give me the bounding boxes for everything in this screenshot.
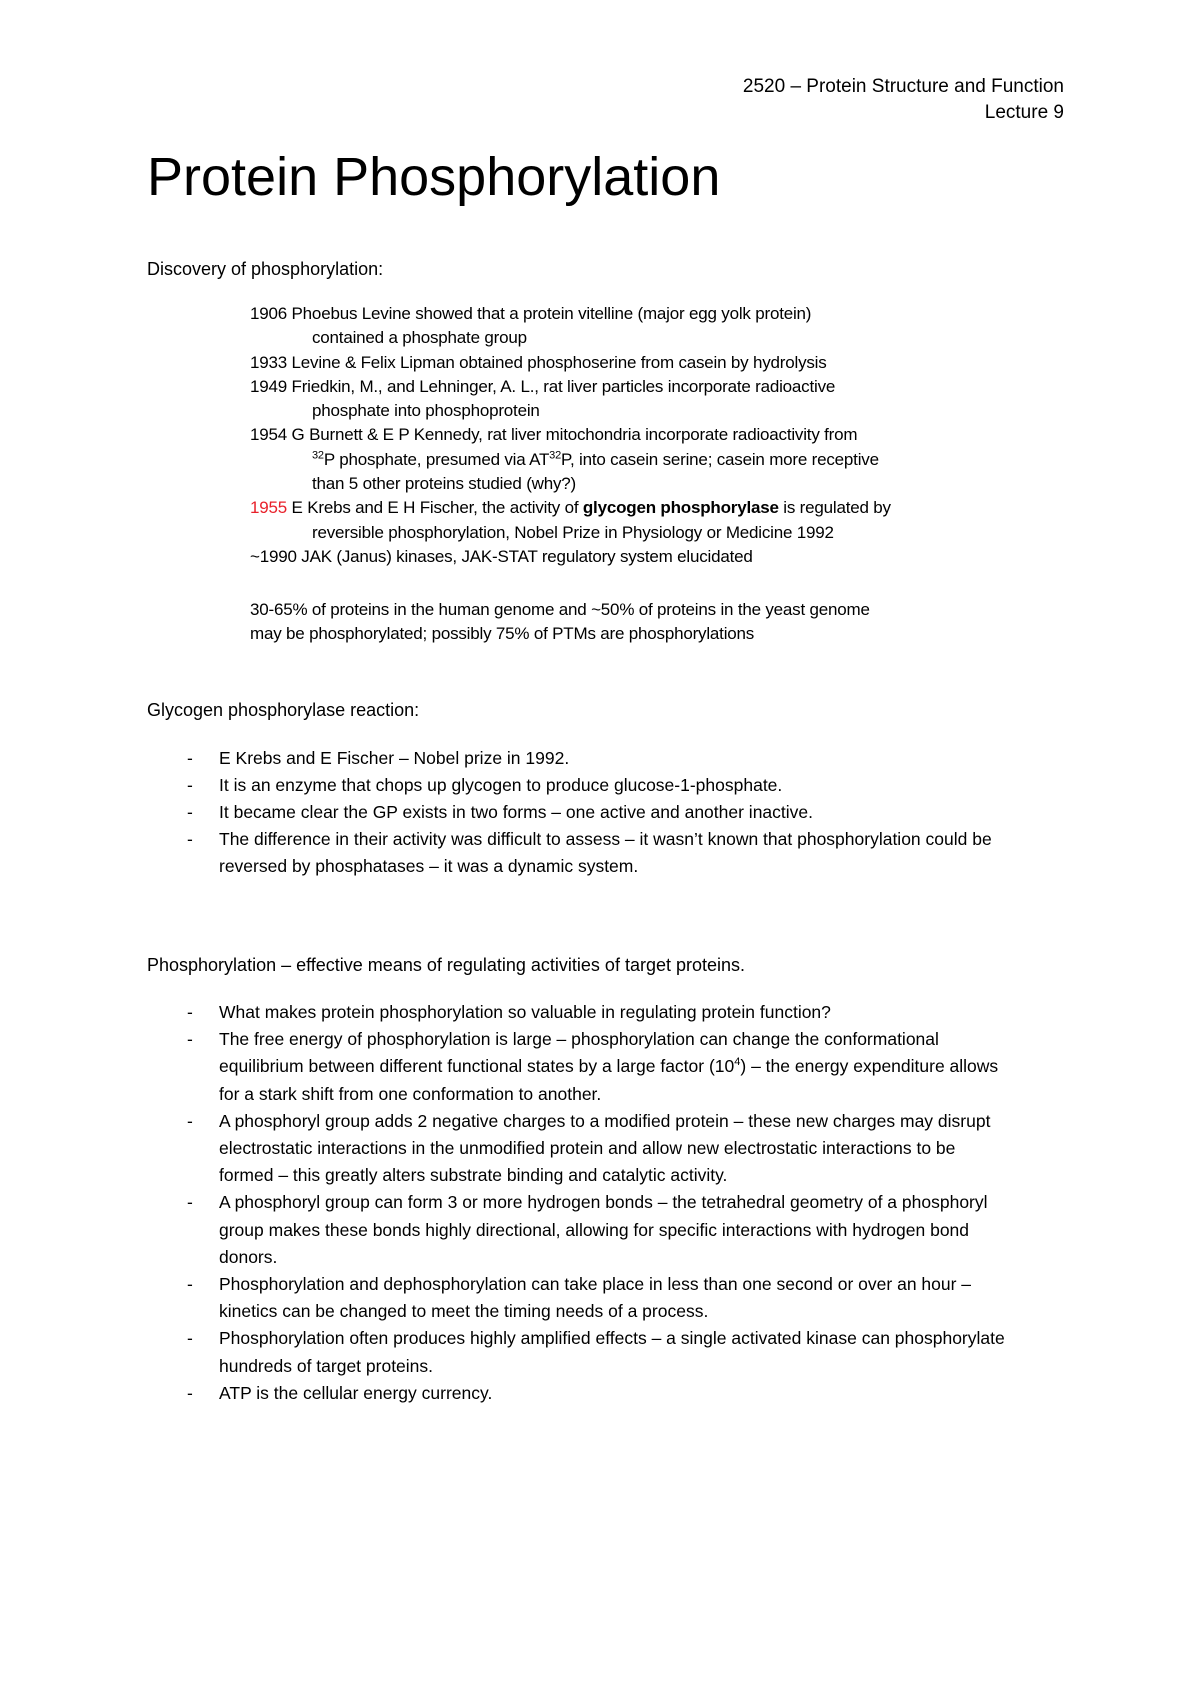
discovery-heading: Discovery of phosphorylation: [147, 259, 384, 279]
discovery-timeline [250, 302, 1010, 569]
list-item [147, 1325, 1067, 1379]
dash-bullet: - [187, 748, 193, 768]
glycogen-list [147, 745, 1067, 880]
list-item-text: Phosphorylation often produces highly amplified effects – a single activated kinase can phosphorylate hundreds of target proteins. [219, 1328, 1005, 1376]
dash-bullet: - [187, 829, 193, 849]
genome-line: 30-65% of proteins in the human genome and ~50% of proteins in the yeast genome [250, 600, 870, 619]
timeline-line: phosphate into phosphoprotein [312, 401, 540, 421]
page-header [743, 74, 1064, 126]
timeline-line: reversible phosphorylation, Nobel Prize in Physiology or Medicine 1992 [312, 522, 834, 542]
timeline-line: than 5 other proteins studied (why?) [312, 474, 577, 494]
dash-bullet: - [187, 1029, 193, 1050]
list-item-text: E Krebs and E Fischer – Nobel prize in 1992. [219, 748, 570, 768]
genome-line: may be phosphorylated; possibly 75% of PTMs are phosphorylations [250, 624, 755, 644]
dash-bullet: - [187, 1192, 193, 1213]
timeline-text: P, into casein serine; casein more receptive [561, 449, 879, 469]
timeline-line: ~1990 JAK (Janus) kinases, JAK-STAT regulatory system elucidated [250, 546, 753, 566]
timeline-text: P phosphate, presumed via AT [323, 449, 550, 469]
list-item [147, 745, 1067, 772]
list-item [147, 1026, 1067, 1108]
dash-bullet: - [187, 775, 193, 795]
list-item [147, 1380, 1067, 1407]
lecture-number: Lecture 9 [984, 102, 1064, 123]
timeline-text: E Krebs and E H Fischer, the activity of [287, 498, 583, 518]
dash-bullet: - [187, 1274, 193, 1295]
timeline-line [250, 496, 1010, 520]
highlight-year: 1955 [250, 498, 288, 518]
list-item [147, 1271, 1067, 1325]
list-item [147, 826, 1067, 880]
timeline-line: 1933 Levine & Felix Lipman obtained phosphoserine from casein by hydrolysis [250, 352, 827, 372]
glycogen-heading: Glycogen phosphorylase reaction: [147, 700, 420, 720]
course-title: 2520 – Protein Structure and Function [742, 76, 1064, 97]
effective-list [147, 999, 1067, 1407]
timeline-line: 1954 G Burnett & E P Kennedy, rat liver mitochondria incorporate radioactivity from [250, 425, 858, 445]
superscript-exponent: 4 [734, 1056, 741, 1069]
list-item-text: A phosphoryl group can form 3 or more hydrogen bonds – the tetrahedral geometry of a phosphoryl group makes these bonds highly directional, allowing for specific interactions with hydrogen bond donors. [219, 1192, 988, 1267]
superscript-32: 32 [549, 449, 561, 462]
list-item-text: The difference in their activity was difficult to assess – it wasn’t known that phosphorylation could be reversed by phosphatases – it was a dynamic system. [219, 829, 992, 876]
list-item-text: The free energy of phosphorylation is large – phosphorylation can change the conformational equilibrium between different functional states by a large factor (10 [219, 1029, 939, 1077]
list-item-text: ) – the energy expenditure allows for a stark shift from one conformation to another. [219, 1056, 999, 1104]
timeline-line: contained a phosphate group [312, 328, 527, 348]
dash-bullet: - [187, 1002, 193, 1022]
list-item-text: It became clear the GP exists in two forms – one active and another inactive. [219, 802, 814, 822]
list-item-text: What makes protein phosphorylation so valuable in regulating protein function? [219, 1002, 831, 1022]
list-item-text: Phosphorylation and dephosphorylation can take place in less than one second or over an hour – kinetics can be changed to meet the timing needs of a process. [219, 1274, 972, 1322]
list-item [147, 799, 1067, 826]
bold-term: glycogen phosphorylase [582, 498, 779, 518]
timeline-line: 1906 Phoebus Levine showed that a protein vitelline (major egg yolk protein) [250, 304, 812, 323]
list-item [147, 772, 1067, 799]
timeline-line: 1949 Friedkin, M., and Lehninger, A. L., rat liver particles incorporate radioactive [250, 376, 836, 396]
genome-statement [250, 598, 1010, 647]
timeline-text: is regulated by [778, 498, 891, 518]
dash-bullet: - [187, 802, 193, 822]
list-item-text: A phosphoryl group adds 2 negative charges to a modified protein – these new charges may disrupt electrostatic interactions in the unmodified protein and allow new electrostatic interactions to be formed – this greatly alters substrate binding and catalytic activity. [219, 1110, 991, 1186]
effective-heading: Phosphorylation – effective means of regulating activities of target proteins. [147, 955, 746, 975]
list-item [147, 1189, 1067, 1271]
list-item [147, 1108, 1067, 1190]
dash-bullet: - [187, 1110, 193, 1131]
page-title: Protein Phosphorylation [147, 147, 721, 207]
list-item [147, 999, 1067, 1026]
dash-bullet: - [187, 1382, 193, 1403]
list-item-text: It is an enzyme that chops up glycogen to produce glucose-1-phosphate. [219, 775, 783, 795]
timeline-line [250, 448, 1010, 472]
list-item-text: ATP is the cellular energy currency. [219, 1382, 493, 1403]
superscript-32: 32 [312, 449, 324, 462]
dash-bullet: - [187, 1328, 193, 1349]
